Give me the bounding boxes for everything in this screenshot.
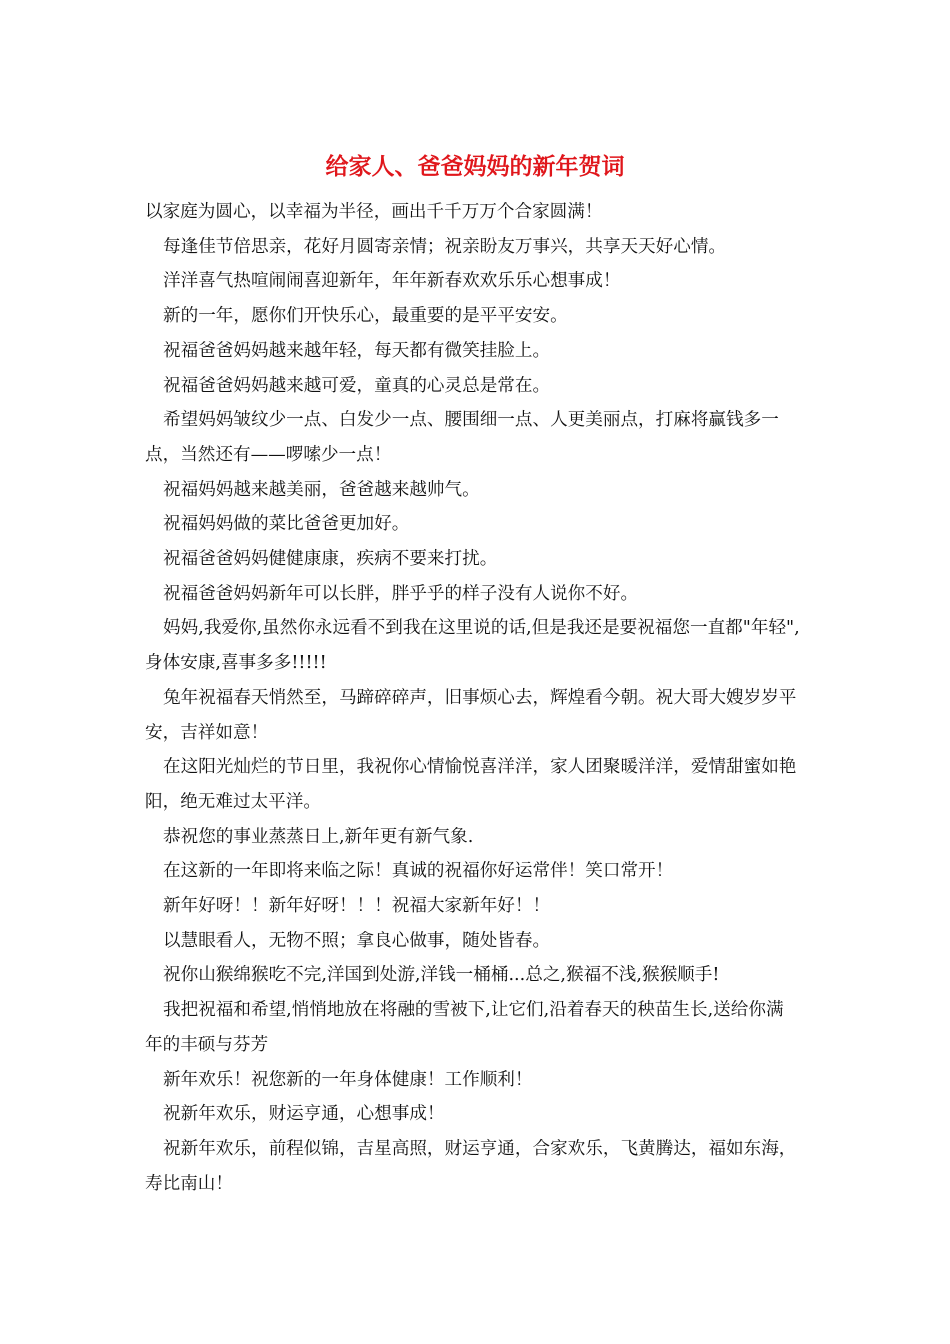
paragraph: 祝福爸爸妈妈越来越年轻，每天都有微笑挂脸上。 (163, 340, 551, 361)
document-title: 给家人、爸爸妈妈的新年贺词 (325, 153, 625, 180)
paragraph: 祝福爸爸妈妈健健康康，疾病不要来打扰。 (163, 549, 498, 570)
paragraph: 新年好呀！！新年好呀！！！祝福大家新年好！！ (163, 896, 551, 917)
paragraph: 新的一年，愿你们开快乐心，最重要的是平平安安。 (163, 306, 568, 327)
paragraph: 洋洋喜气热喧闹闹喜迎新年，年年新春欢欢乐乐心想事成！ (163, 271, 621, 292)
document-body (145, 195, 800, 1201)
paragraph: 祝新年欢乐，财运亨通，心想事成！ (163, 1104, 445, 1125)
paragraph: 我把祝福和希望,悄悄地放在将融的雪被下,让它们,沿着春天的秧苗生长,送给你满年的丰硕与芬芳 (145, 1000, 784, 1055)
paragraph: 在这新的一年即将来临之际！真诚的祝福你好运常伴！笑口常开！ (163, 861, 674, 882)
paragraph: 祝新年欢乐，前程似锦，吉星高照，财运亨通，合家欢乐，飞黄腾达，福如东海，寿比南山！ (145, 1138, 797, 1194)
paragraph: 每逢佳节倍思亲，花好月圆寄亲情；祝亲盼友万事兴，共享天天好心情。 (163, 236, 727, 257)
paragraph: 祝你山猴绵猴吃不完,洋国到处游,洋钱一桶桶...总之,猴福不浅,猴猴顺手! (163, 965, 720, 986)
paragraph: 新年欢乐！祝您新的一年身体健康！工作顺利！ (163, 1069, 533, 1090)
paragraph: 祝福妈妈做的菜比爸爸更加好。 (163, 514, 410, 535)
paragraph: 祝福爸爸妈妈越来越可爱，童真的心灵总是常在。 (163, 375, 551, 396)
paragraph: 希望妈妈皱纹少一点、白发少一点、腰围细一点、人更美丽点，打麻将赢钱多一点，当然还有——啰嗦少一点！ (145, 410, 779, 465)
paragraph: 兔年祝福春天悄然至，马蹄碎碎声，旧事烦心去，辉煌看今朝。祝大哥大嫂岁岁平安，吉祥如意！ (145, 687, 797, 743)
paragraph: 以慧眼看人，无物不照；拿良心做事，随处皆春。 (163, 930, 551, 951)
paragraph: 祝福爸爸妈妈新年可以长胖，胖乎乎的样子没有人说你不好。 (163, 583, 639, 604)
paragraph: 祝福妈妈越来越美丽，爸爸越来越帅气。 (163, 479, 480, 500)
paragraph: 恭祝您的事业蒸蒸日上,新年更有新气象. (163, 826, 474, 847)
paragraph: 在这阳光灿烂的节日里，我祝你心情愉悦喜洋洋，家人团聚暖洋洋，爱情甜蜜如艳阳，绝无难过太平洋。 (145, 757, 797, 812)
paragraph: 以家庭为圆心，以幸福为半径，画出千千万万个合家圆满！ (145, 202, 603, 222)
paragraph: 妈妈,我爱你,虽然你永远看不到我在这里说的话,但是我还是要祝福您一直都"年轻",身体安康,喜事多多!!!!! (145, 618, 800, 674)
